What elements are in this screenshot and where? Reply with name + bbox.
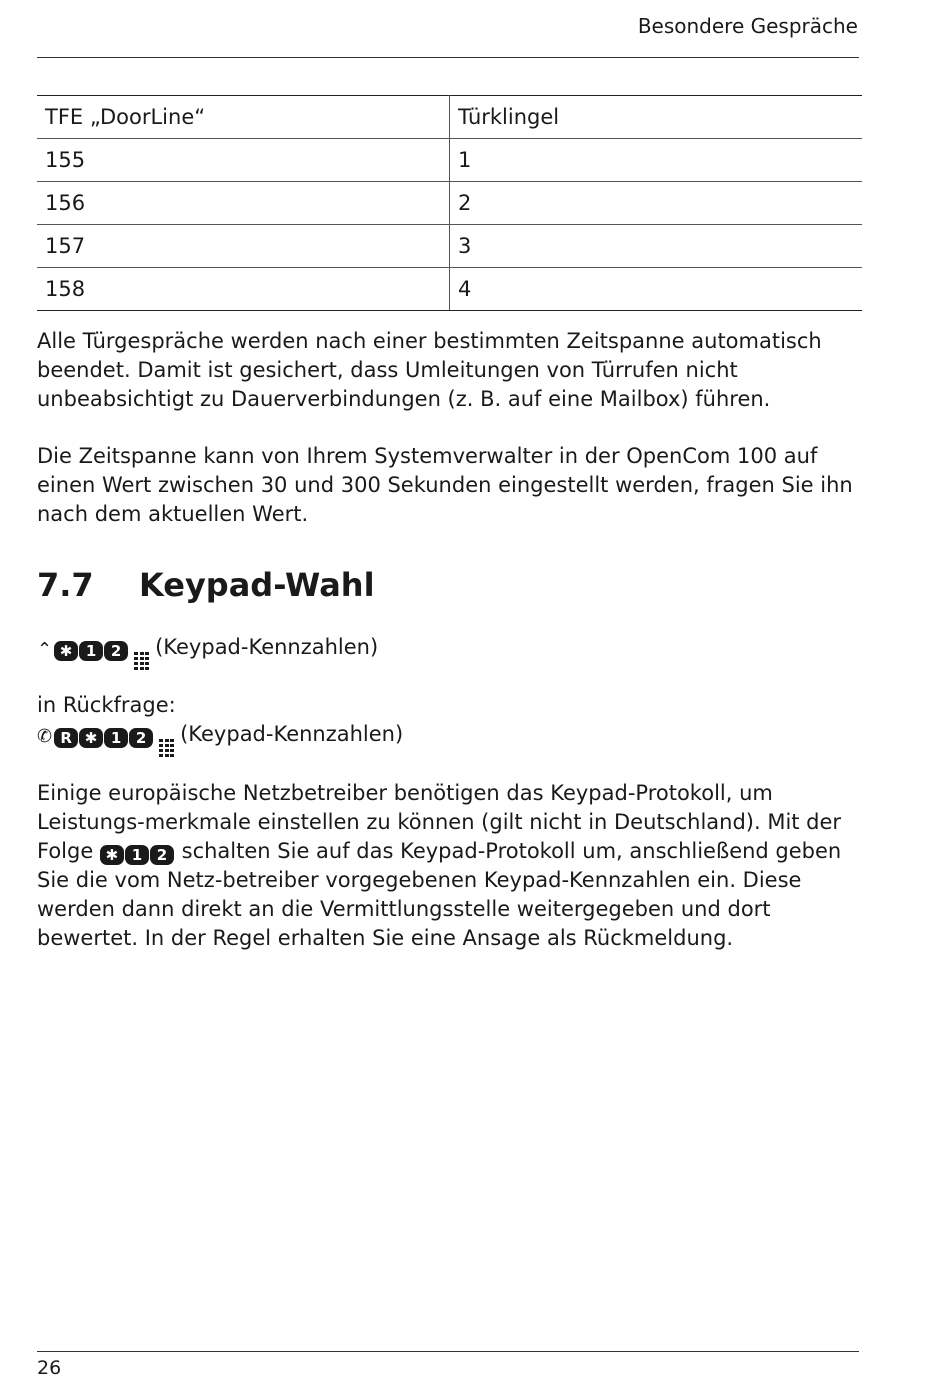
cell-doorline: 155 <box>37 139 450 182</box>
keypad-sequence-line <box>37 633 378 670</box>
running-header: Besondere Gespräche <box>637 14 858 38</box>
keypad-icon <box>159 739 174 758</box>
cell-doorbell: Türklingel <box>450 96 863 139</box>
cell-doorbell: 1 <box>450 139 863 182</box>
handset-icon: ✆ <box>37 726 53 747</box>
cell-doorline: 158 <box>37 268 450 311</box>
star-key-icon: ✱ <box>54 641 78 661</box>
paragraph-timeout: Alle Türgespräche werden nach einer bestimmten Zeitspanne automatisch beendet. Damit ist gesichert, dass Umleitungen von Türrufen nicht unbeabsichtigt zu Dauerverbindungen (z. B. auf eine Mailbox) führen. <box>37 329 822 411</box>
header-rule <box>37 57 859 58</box>
doorline-table <box>37 95 862 311</box>
cell-doorline: 156 <box>37 182 450 225</box>
paragraph-timespan: Die Zeitspanne kann von Ihrem Systemverwalter in der OpenCom 100 auf einen Wert zwischen 30 und 300 Sekunden eingestellt werden, fragen Sie ihn nach dem aktuellen Wert. <box>37 444 853 526</box>
page-number: 26 <box>37 1357 62 1379</box>
in-rueckfrage-label: in Rückfrage: <box>37 693 176 717</box>
paragraph-keypad-protocol-part2: schalten Sie auf das Keypad-Protokoll um, anschließend geben Sie die vom Netz-betreiber vorgegebenen Keypad-Kennzahlen ein. Diese werden dann direkt an die Vermittlungsstelle weitergegeben und dort bewertet. In der Regel erhalten Sie eine Ansage als Rückmeldung. <box>37 839 842 950</box>
section-heading <box>37 566 375 604</box>
two-key-icon: 2 <box>129 728 153 748</box>
section-title: Keypad-Wahl <box>139 566 375 604</box>
cell-doorbell: 2 <box>450 182 863 225</box>
keypad-codes-label: (Keypad-Kennzahlen) <box>180 722 404 746</box>
table-row <box>37 139 862 182</box>
cell-doorline: 157 <box>37 225 450 268</box>
keypad-sequence-rueckfrage-line <box>37 720 403 757</box>
r-key-icon: R <box>54 728 78 748</box>
table-row <box>37 182 862 225</box>
one-key-icon: 1 <box>125 845 149 865</box>
two-key-icon: 2 <box>104 641 128 661</box>
keypad-icon <box>134 652 149 671</box>
keypad-codes-label: (Keypad-Kennzahlen) <box>155 635 379 659</box>
one-key-icon: 1 <box>104 728 128 748</box>
one-key-icon: 1 <box>79 641 103 661</box>
table-row <box>37 268 862 311</box>
two-key-icon: 2 <box>150 845 174 865</box>
star-key-icon: ✱ <box>100 845 124 865</box>
cell-doorbell: 4 <box>450 268 863 311</box>
table-header-row <box>37 96 862 139</box>
handset-lift-icon: ⌃ <box>37 639 53 660</box>
paragraph-keypad-protocol-part1: Einige europäische Netzbetreiber benötigen das Keypad-Protokoll, um Leistungs-merkmale einstellen zu können (gilt nicht in Deutschland). Mit der Folge <box>37 781 842 863</box>
footer-rule <box>37 1351 859 1352</box>
paragraph-keypad-protocol <box>37 779 867 953</box>
cell-doorline: TFE „DoorLine“ <box>37 96 450 139</box>
section-number: 7.7 <box>37 566 94 604</box>
star-key-icon: ✱ <box>79 728 103 748</box>
table-row <box>37 225 862 268</box>
cell-doorbell: 3 <box>450 225 863 268</box>
